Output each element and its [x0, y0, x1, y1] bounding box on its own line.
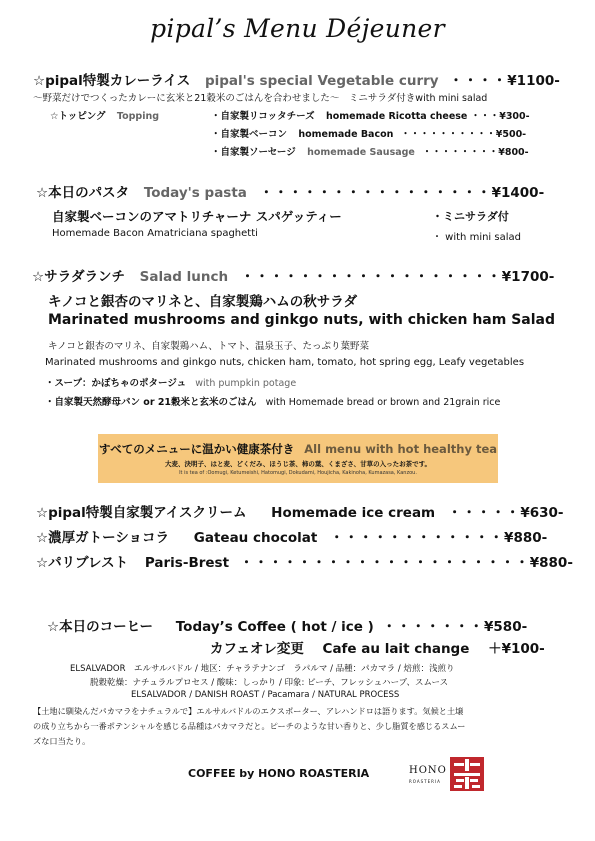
curry-dots: ・・・・	[449, 73, 508, 89]
coffee-change-price: ＋¥100-	[488, 641, 545, 657]
dessert-name-en: Homemade ice cream	[271, 505, 436, 521]
topping-item-dots: ・・・	[470, 111, 500, 122]
topping-item-dots: ・・・・・・・・・・	[400, 129, 496, 140]
coffee-name-jp: ☆本日のコーヒー	[47, 619, 154, 635]
dessert-item	[36, 501, 564, 521]
tea-banner-en: All menu with hot healthy tea	[304, 442, 498, 456]
dessert-name-en: Paris-Brest	[144, 555, 230, 571]
hono-logo-icon	[450, 757, 484, 791]
dessert-item	[36, 551, 573, 571]
pasta-dish-jp: 自家製ベーコンのアマトリチャーナ スパゲッティー	[52, 209, 342, 224]
topping-jp: ☆トッピング	[50, 111, 106, 122]
coffee-info-line: ELSALVADOR エルサルバドル / 地区：チャラテナンゴ ラパルマ / 品種：パカマラ / 焙煎：浅煎り	[70, 664, 455, 674]
topping-item-jp: ・自家製ベーコン	[211, 129, 288, 140]
salad-name-jp: ☆サラダランチ	[32, 269, 125, 285]
topping-item-price: ¥300-	[499, 111, 530, 122]
dessert-price: ¥880-	[504, 530, 548, 546]
dessert-price: ¥630-	[520, 505, 564, 521]
coffee-description-line: の成り立ちから一番ポテンシャルを感じる品種はパカマラだと。ピーチのような甘い香りと、少し脂質を感じるスムー	[33, 721, 466, 731]
footer-brand: COFFEE by HONO ROASTERIA	[188, 767, 370, 780]
pasta-heading	[36, 181, 544, 201]
salad-bread-en: with Homemade bread or brown and 21grain rice	[265, 397, 501, 408]
topping-item-price: ¥500-	[495, 129, 527, 140]
dessert-price: ¥880-	[529, 555, 573, 571]
tea-banner-heading	[98, 441, 498, 457]
coffee-name-en: Today’s Coffee ( hot / ice )	[175, 619, 374, 635]
topping-heading	[50, 108, 159, 122]
pasta-side-jp: ・ミニサラダ付	[432, 210, 509, 223]
salad-heading	[32, 265, 554, 285]
salad-name-en: Salad lunch	[139, 269, 229, 285]
curry-heading	[33, 69, 560, 89]
topping-en: Topping	[116, 111, 160, 122]
coffee-dots: ・・・・・・・	[382, 619, 485, 635]
topping-item-jp: ・自家製ソーセージ	[211, 147, 296, 158]
logo-subtext: ROASTERIA	[409, 779, 441, 784]
logo-text: HONO	[409, 765, 447, 776]
tea-banner-ingredients: 大麦、決明子、はと麦、どくだみ、ほうじ茶、柿の葉、くまざさ、甘草の入ったお茶です。	[164, 460, 432, 468]
pasta-name-jp: ☆本日のパスタ	[36, 185, 130, 201]
salad-soup	[45, 375, 296, 389]
salad-bread-jp: ・自家製天然酵母パン or 21穀米と玄米のごはん	[45, 397, 257, 408]
topping-item	[211, 126, 526, 140]
topping-item	[211, 144, 529, 158]
dessert-name-jp: ☆pipal特製自家製アイスクリーム	[36, 505, 247, 521]
topping-item-jp: ・自家製リコッタチーズ	[211, 111, 315, 122]
coffee-change-en: Cafe au lait change	[322, 641, 470, 657]
salad-price: ¥1700-	[501, 269, 555, 285]
dessert-name-jp: ☆濃厚ガトーショコラ	[36, 530, 170, 546]
topping-item	[211, 108, 530, 122]
pasta-dots: ・・・・・・・・・・・・・・・・	[259, 185, 492, 201]
salad-bread	[45, 394, 500, 408]
pasta-dish-en: Homemade Bacon Amatriciana spaghetti	[52, 228, 258, 239]
topping-item-en: homemade Ricotta cheese	[325, 111, 468, 122]
coffee-info-line: ELSALVADOR / DANISH ROAST / Pacamara / NATURAL PROCESS	[131, 690, 400, 700]
coffee-heading	[47, 615, 527, 635]
curry-price: ¥1100-	[507, 73, 560, 89]
tea-banner	[98, 434, 498, 483]
pasta-side-en: ・ with mini salad	[432, 232, 521, 243]
dessert-name-jp: ☆パリブレスト	[36, 555, 129, 571]
salad-ingredients-jp: キノコと銀杏のマリネ、自家製鶏ハム、トマト、温泉玉子、たっぷり葉野菜	[48, 341, 370, 352]
coffee-description-line: ズな口当たり。	[33, 736, 91, 746]
dessert-name-en: Gateau chocolat	[193, 530, 318, 546]
coffee-description-line: 【土地に馴染んだパカマラをナチュラルで】エルサルバドルのエクスポーター、アレハンドロは語ります。気候と土壌	[33, 706, 464, 716]
pasta-name-en: Today's pasta	[143, 185, 247, 201]
dessert-dots: ・・・・・・・・・・・・	[330, 530, 505, 546]
salad-ingredients-en: Marinated mushrooms and ginkgo nuts, chicken ham, tomato, hot spring egg, Leafy vegetables	[45, 357, 525, 368]
salad-soup-jp: ・スープ：かぼちゃのポタージュ	[45, 378, 187, 389]
tea-banner-ingredients-en: It is tea of :Oomugi, Ketumeishi, Hatomugi, Dokudami, Houjicha, Kakinoha, Kumazasa, Kanzou.	[179, 470, 417, 476]
coffee-info-line: 脱穀乾燥：ナチュラルプロセス / 酸味：しっかり / 印象: ピーチ、フレッシュハーブ、スムース	[90, 678, 449, 688]
topping-item-price: ¥800-	[498, 147, 529, 158]
topping-item-dots: ・・・・・・・・	[422, 147, 499, 158]
dessert-item	[36, 526, 547, 546]
coffee-price: ¥580-	[484, 619, 528, 635]
topping-item-en: homemade Sausage	[307, 147, 415, 158]
coffee-change	[210, 637, 545, 657]
page-title: pipal’s Menu Déjeuner	[150, 14, 445, 43]
pasta-price: ¥1400-	[491, 185, 545, 201]
salad-dish-jp: キノコと銀杏のマリネと、自家製鶏ハムの秋サラダ	[48, 294, 358, 310]
curry-name-en: pipal's special Vegetable curry	[204, 73, 439, 89]
curry-description: 〜野菜だけでつくったカレーに玄米と21穀米のごはんを合わせました〜 ミニサラダ付きwith mini salad	[33, 93, 488, 104]
curry-name-jp: ☆pipal特製カレーライス	[33, 73, 191, 89]
dessert-dots: ・・・・・・・・・・・・・・・・・・・・	[239, 555, 530, 571]
dessert-dots: ・・・・・	[447, 505, 521, 521]
coffee-change-jp: カフェオレ変更	[210, 641, 304, 657]
salad-soup-en: with pumpkin potage	[195, 378, 297, 389]
salad-dish-en: Marinated mushrooms and ginkgo nuts, with chicken ham Salad	[48, 312, 556, 328]
tea-banner-jp: すべてのメニューに温かい健康茶付き	[98, 442, 295, 456]
topping-item-en: homemade Bacon	[298, 129, 394, 140]
salad-dots: ・・・・・・・・・・・・・・・・・・	[240, 269, 502, 285]
